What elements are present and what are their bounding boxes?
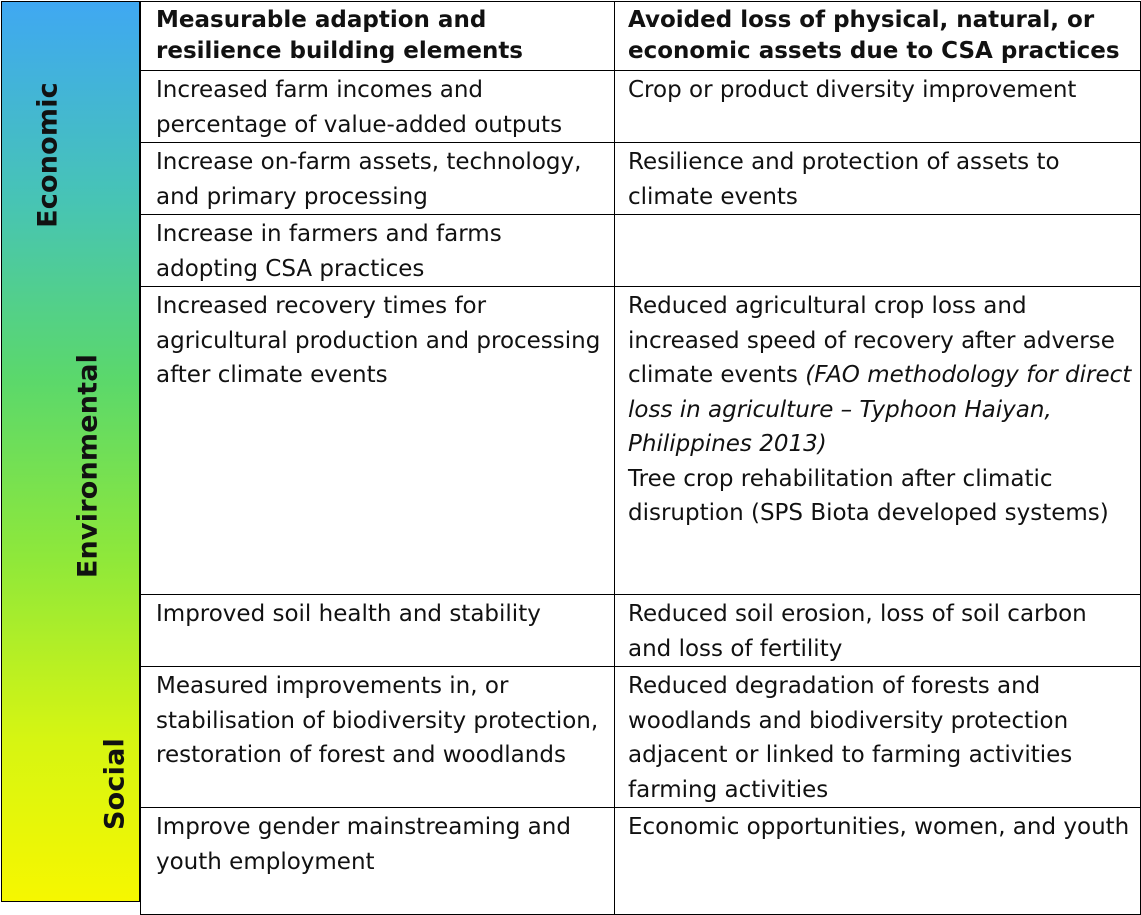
cell-avoided-loss: Reduced degradation of forests and woodlands and biodiversity protection adjacent or linked to farming activities farming activities [615, 667, 1141, 808]
indicators-table [140, 1, 1141, 915]
cell-avoided-loss: Reduced soil erosion, loss of soil carbon and loss of fertility [615, 595, 1141, 667]
cell-text-extra: Tree crop rehabilitation after climatic disruption (SPS Biota developed systems) [628, 465, 1109, 526]
table-row [141, 808, 1141, 915]
table-row [141, 667, 1141, 808]
cell-avoided-loss: Crop or product diversity improvement [615, 71, 1141, 143]
cell-measurable: Measured improvements in, or stabilisation of biodiversity protection, restoration of forest and woodlands [141, 667, 615, 808]
cell-avoided-loss: Economic opportunities, women, and youth [615, 808, 1141, 915]
table-row [141, 143, 1141, 215]
header-col-avoided-loss: Avoided loss of physical, natural, or economic assets due to CSA practices [615, 2, 1141, 71]
table-row [141, 215, 1141, 287]
cell-avoided-loss [615, 287, 1141, 595]
cell-measurable: Increased farm incomes and percentage of value-added outputs [141, 71, 615, 143]
header-col-measurable: Measurable adaption and resilience building elements [141, 2, 615, 71]
cell-measurable: Improve gender mainstreaming and youth employment [141, 808, 615, 915]
category-economic: Economic [32, 82, 64, 228]
cell-avoided-loss: Resilience and protection of assets to climate events [615, 143, 1141, 215]
cell-measurable: Increase in farmers and farms adopting CSA practices [141, 215, 615, 287]
category-environmental: Environmental [72, 353, 104, 579]
table-row [141, 287, 1141, 595]
cell-measurable: Increase on-farm assets, technology, and primary processing [141, 143, 615, 215]
cell-text: Reduced agricultural crop loss and increased speed of recovery after adverse climate events [628, 293, 1115, 388]
category-sidebar [1, 1, 140, 902]
table-header-row [141, 2, 1141, 71]
cell-avoided-loss [615, 215, 1141, 287]
table-row [141, 595, 1141, 667]
cell-citation: (FAO methodology for direct loss in agriculture – Typhoon Haiyan, Philippines 2013) [628, 362, 1132, 457]
category-social: Social [99, 738, 131, 830]
cell-measurable: Increased recovery times for agricultural production and processing after climate events [141, 287, 615, 595]
table-row [141, 71, 1141, 143]
cell-measurable: Improved soil health and stability [141, 595, 615, 667]
